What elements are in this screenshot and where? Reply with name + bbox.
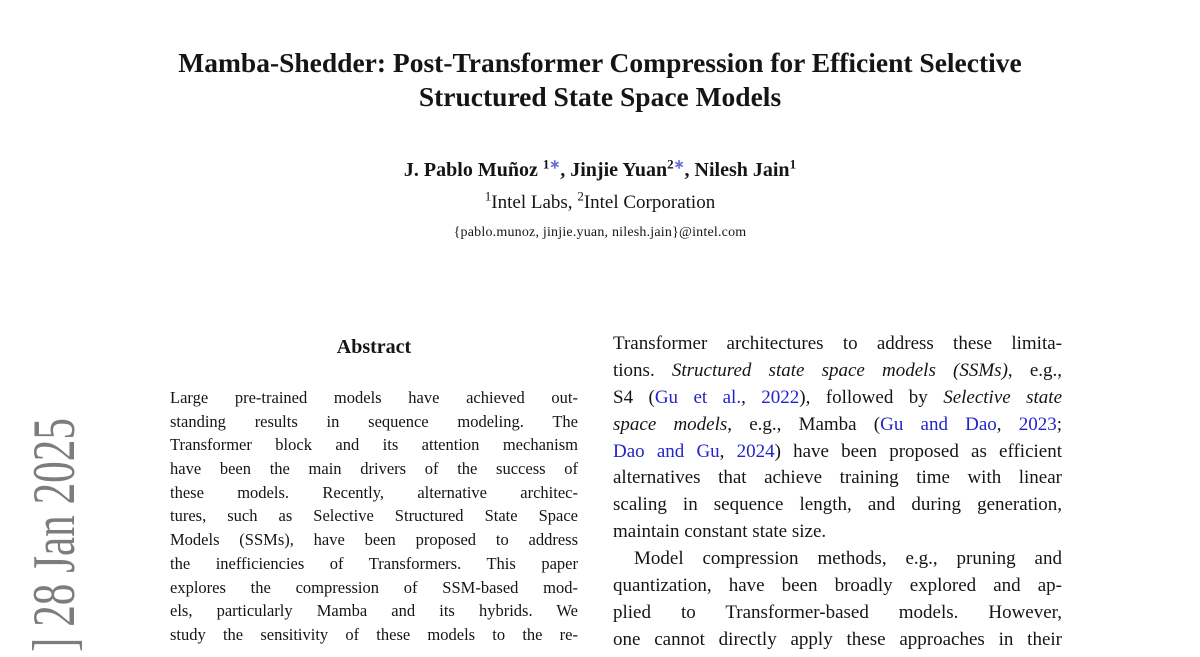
text-span: Transformer architectures to address these limita- bbox=[613, 333, 1062, 354]
text-line bbox=[613, 331, 1062, 358]
text-line bbox=[170, 552, 578, 576]
author-name: Nilesh Jain bbox=[694, 159, 790, 181]
author-affiliation-marker bbox=[667, 156, 684, 171]
text-span: tures, such as Selective Structured State Space bbox=[170, 506, 578, 526]
text-span: scaling in sequence length, and during generation, bbox=[613, 494, 1062, 516]
email-line: {pablo.munoz, jinjie.yuan, nilesh.jain}@intel.com bbox=[453, 225, 747, 240]
citation-link[interactable]: 2024 bbox=[736, 440, 775, 462]
paper-title-line1: Mamba-Shedder: Post-Transformer Compression for Efficient Selective bbox=[178, 47, 1022, 78]
text-span: these models. Recently, alternative architec- bbox=[170, 482, 578, 502]
text-span: standing results in sequence modeling. The bbox=[170, 411, 578, 431]
affiliation-number: 1 bbox=[542, 156, 550, 172]
text-span: the inefficiencies of Transformers. This paper bbox=[170, 553, 578, 573]
author-affiliation-marker bbox=[790, 156, 797, 171]
text-span: tions. bbox=[613, 359, 672, 381]
affiliation-name: Intel Corporation bbox=[583, 192, 716, 213]
affiliation-name: Intel Labs, bbox=[491, 192, 578, 213]
text-span: study the sensitivity of these models to the re- bbox=[170, 624, 578, 644]
text-line bbox=[613, 627, 1062, 654]
text-line bbox=[170, 410, 578, 434]
text-span: Large pre-trained models have achieved out- bbox=[170, 388, 578, 407]
text-line bbox=[170, 504, 578, 528]
equal-contribution-star: ∗ bbox=[673, 156, 685, 172]
author-name: J. Pablo Muñoz bbox=[403, 159, 543, 181]
text-line bbox=[613, 573, 1062, 600]
italic-text: Selective state bbox=[943, 386, 1063, 408]
abstract-heading: Abstract bbox=[336, 336, 412, 358]
text-line bbox=[170, 386, 578, 410]
text-line bbox=[170, 457, 578, 481]
abstract-column bbox=[170, 334, 578, 647]
author-line bbox=[0, 154, 1200, 186]
text-line bbox=[613, 412, 1062, 439]
text-span: maintain constant state size. bbox=[613, 521, 827, 543]
text-span: , bbox=[719, 440, 737, 462]
text-span: , e.g., bbox=[1007, 359, 1063, 381]
introduction-column bbox=[613, 331, 1062, 654]
text-span: , bbox=[741, 386, 762, 408]
text-line bbox=[170, 623, 578, 647]
text-span: Models (SSMs), have been proposed to address bbox=[170, 530, 578, 550]
author-affiliation-marker bbox=[543, 156, 560, 171]
text-span: have been the main drivers of the success of bbox=[170, 459, 578, 479]
text-span: explores the compression of SSM-based mod- bbox=[170, 577, 578, 597]
affiliation-number: 1 bbox=[789, 156, 797, 172]
text-line bbox=[613, 439, 1062, 466]
text-line bbox=[170, 528, 578, 552]
italic-text: space models bbox=[613, 413, 728, 435]
text-span: els, particularly Mamba and its hybrids. We bbox=[170, 601, 578, 621]
citation-link[interactable]: 2022 bbox=[761, 386, 800, 408]
text-span: quantization, have been broadly explored and ap- bbox=[613, 575, 1062, 597]
text-span: alternatives that achieve training time with linear bbox=[613, 467, 1062, 489]
text-line bbox=[613, 385, 1062, 412]
affiliation-number: 1 bbox=[484, 188, 492, 204]
text-span: one cannot directly apply these approaches in their bbox=[613, 628, 1062, 650]
text-line bbox=[613, 492, 1062, 519]
text-span: ), followed by bbox=[799, 386, 944, 408]
text-line bbox=[170, 599, 578, 623]
text-span: S4 ( bbox=[613, 386, 655, 408]
text-line bbox=[613, 358, 1062, 385]
affiliation-line bbox=[0, 188, 1200, 218]
text-line bbox=[613, 519, 1062, 546]
text-span: ; bbox=[1056, 413, 1063, 435]
text-span: Transformer block and its attention mechanism bbox=[170, 435, 578, 455]
citation-link[interactable]: 2023 bbox=[1018, 413, 1057, 435]
abstract-body bbox=[170, 386, 578, 647]
author-name: Jinjie Yuan bbox=[570, 159, 668, 181]
italic-text: Structured state space models (SSMs) bbox=[671, 359, 1008, 381]
arxiv-date-watermark: ] 28 Jan 2025 bbox=[21, 418, 87, 652]
equal-contribution-star: ∗ bbox=[549, 156, 561, 172]
text-line bbox=[170, 481, 578, 505]
author-separator: , bbox=[560, 159, 571, 181]
text-span: ) have been proposed as efficient bbox=[774, 440, 1062, 462]
paper-title-line2: Structured State Space Models bbox=[418, 81, 782, 112]
text-line bbox=[170, 433, 578, 457]
citation-link[interactable]: Gu et al. bbox=[654, 386, 742, 408]
citation-link[interactable]: Dao and Gu bbox=[613, 440, 720, 462]
text-line bbox=[170, 576, 578, 600]
text-line bbox=[613, 546, 1062, 573]
text-line bbox=[613, 465, 1062, 492]
text-span: Model compression methods, e.g., pruning and bbox=[634, 548, 1062, 570]
author-separator: , bbox=[684, 159, 695, 181]
paper-title bbox=[0, 46, 1200, 114]
text-span: plied to Transformer-based models. However, bbox=[613, 601, 1062, 623]
text-span: , bbox=[996, 413, 1019, 435]
text-span: , e.g., Mamba ( bbox=[727, 413, 881, 435]
citation-link[interactable]: Gu and Dao bbox=[880, 413, 997, 435]
affiliation-number: 2 bbox=[577, 188, 584, 204]
text-line bbox=[613, 600, 1062, 627]
affiliation-number: 2 bbox=[667, 156, 674, 172]
